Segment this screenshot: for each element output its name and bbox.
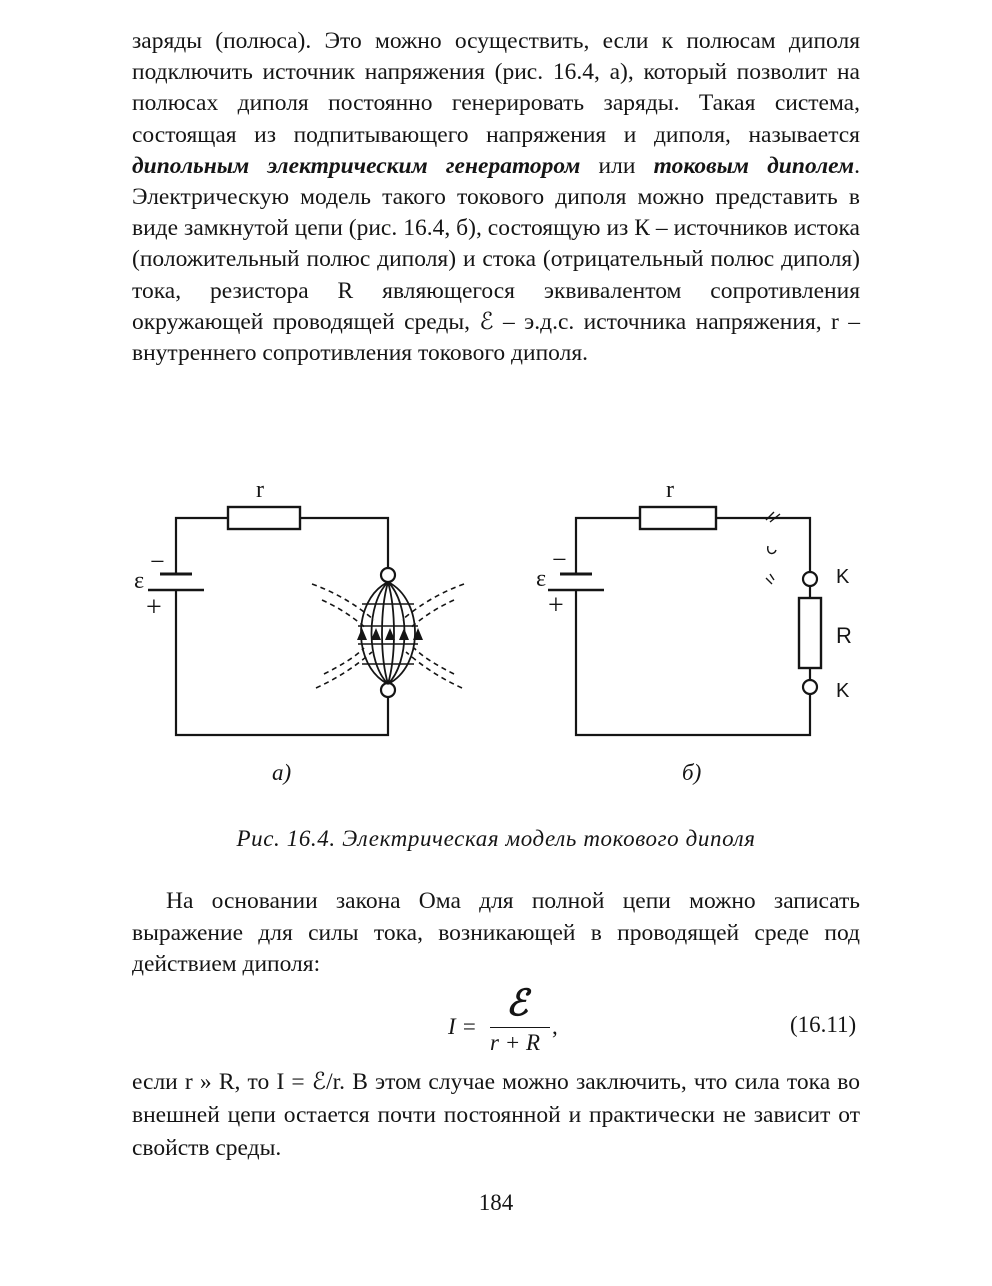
label-r-b: r xyxy=(666,477,674,503)
intro-text-2: или xyxy=(580,152,654,179)
ohm-paragraph: На основании закона Ома для полной цепи можно записать выражение для силы тока, возникающей в проводящей среде под действием диполя: xyxy=(132,888,860,977)
source-k-top xyxy=(803,572,817,586)
intro-text-1: заряды (полюса). Это можно осуществить, если к полюсам диполя подключить источник напряжения (рис. 16.4, а), который позволит на полюсах диполя постоянно генерировать заряды. Такая система, состоящая из подпитывающего напряжения и диполя, называется xyxy=(132,28,860,148)
label-k-top: K xyxy=(836,566,850,588)
dipole-a-top-pole xyxy=(381,568,395,582)
term-dipole-generator: дипольным электрическим генератором xyxy=(132,152,581,179)
term-current-dipole: токовым диполем xyxy=(653,152,855,179)
label-r-a: r xyxy=(256,477,264,503)
circuit-figure xyxy=(0,460,992,800)
resistor-r-a xyxy=(228,507,300,529)
label-k-bottom: K xyxy=(836,680,850,702)
intro-text-3: . Электрическую модель такого токового диполя можно представить в виде замкнутой цепи (рис. 16.4, б), состоящую из К – источников истока (положительный полюс диполя) и стока (отрицательный полюс диполя) тока, резистора R являющегося эквивалентом сопротивления окружающей проводящей среды, ℰ – э.д.с. источника напряжения, r – внутреннего сопротивления токового диполя. xyxy=(132,152,860,367)
page-number: 184 xyxy=(478,1190,514,1215)
circuit-a xyxy=(148,507,464,735)
label-R: R xyxy=(836,623,852,648)
wire-a-top xyxy=(176,518,228,560)
circuit-b xyxy=(548,507,821,735)
formula-comma: , xyxy=(552,1014,558,1039)
formula-denominator: r + R xyxy=(490,1030,541,1055)
label-minus-b: − xyxy=(552,545,567,574)
equation-number: (16.11) xyxy=(790,1012,857,1037)
conclusion-paragraph: если r » R, то I = ℰ/r. В этом случае можно заключить, что сила тока во внешней цепи остается почти постоянной и практически не зависит от свойств среды. xyxy=(132,1069,860,1161)
formula-lhs: I = xyxy=(448,1014,477,1039)
resistor-r-b xyxy=(640,507,716,529)
label-plus-a: + xyxy=(146,592,162,623)
wire-b-top-right xyxy=(716,518,810,572)
dipole-a-bottom-pole xyxy=(381,683,395,697)
wire-a-bottom xyxy=(176,608,388,735)
wire-b-bottom xyxy=(576,608,810,735)
figure-caption: Рис. 16.4. Электрическая модель токового диполя xyxy=(236,826,756,851)
wire-a-top-right xyxy=(300,518,388,568)
sublabel-a: а) xyxy=(272,760,292,785)
formula-fraction-bar xyxy=(490,1027,550,1028)
dipole-a-arrows xyxy=(357,628,423,640)
intro-paragraph xyxy=(132,26,860,369)
label-minus-a: − xyxy=(150,547,165,576)
sublabel-b: б) xyxy=(682,760,702,785)
resistor-R xyxy=(799,598,821,668)
formula-16-11 xyxy=(440,983,580,1060)
scan-artifact-marks xyxy=(766,512,780,584)
wire-b-top xyxy=(576,518,640,560)
formula-numerator: ℰ xyxy=(506,983,528,1023)
label-plus-b: + xyxy=(548,590,564,621)
label-emf-b: ε xyxy=(536,566,547,592)
label-emf-a: ε xyxy=(134,568,145,594)
source-k-bottom xyxy=(803,680,817,694)
